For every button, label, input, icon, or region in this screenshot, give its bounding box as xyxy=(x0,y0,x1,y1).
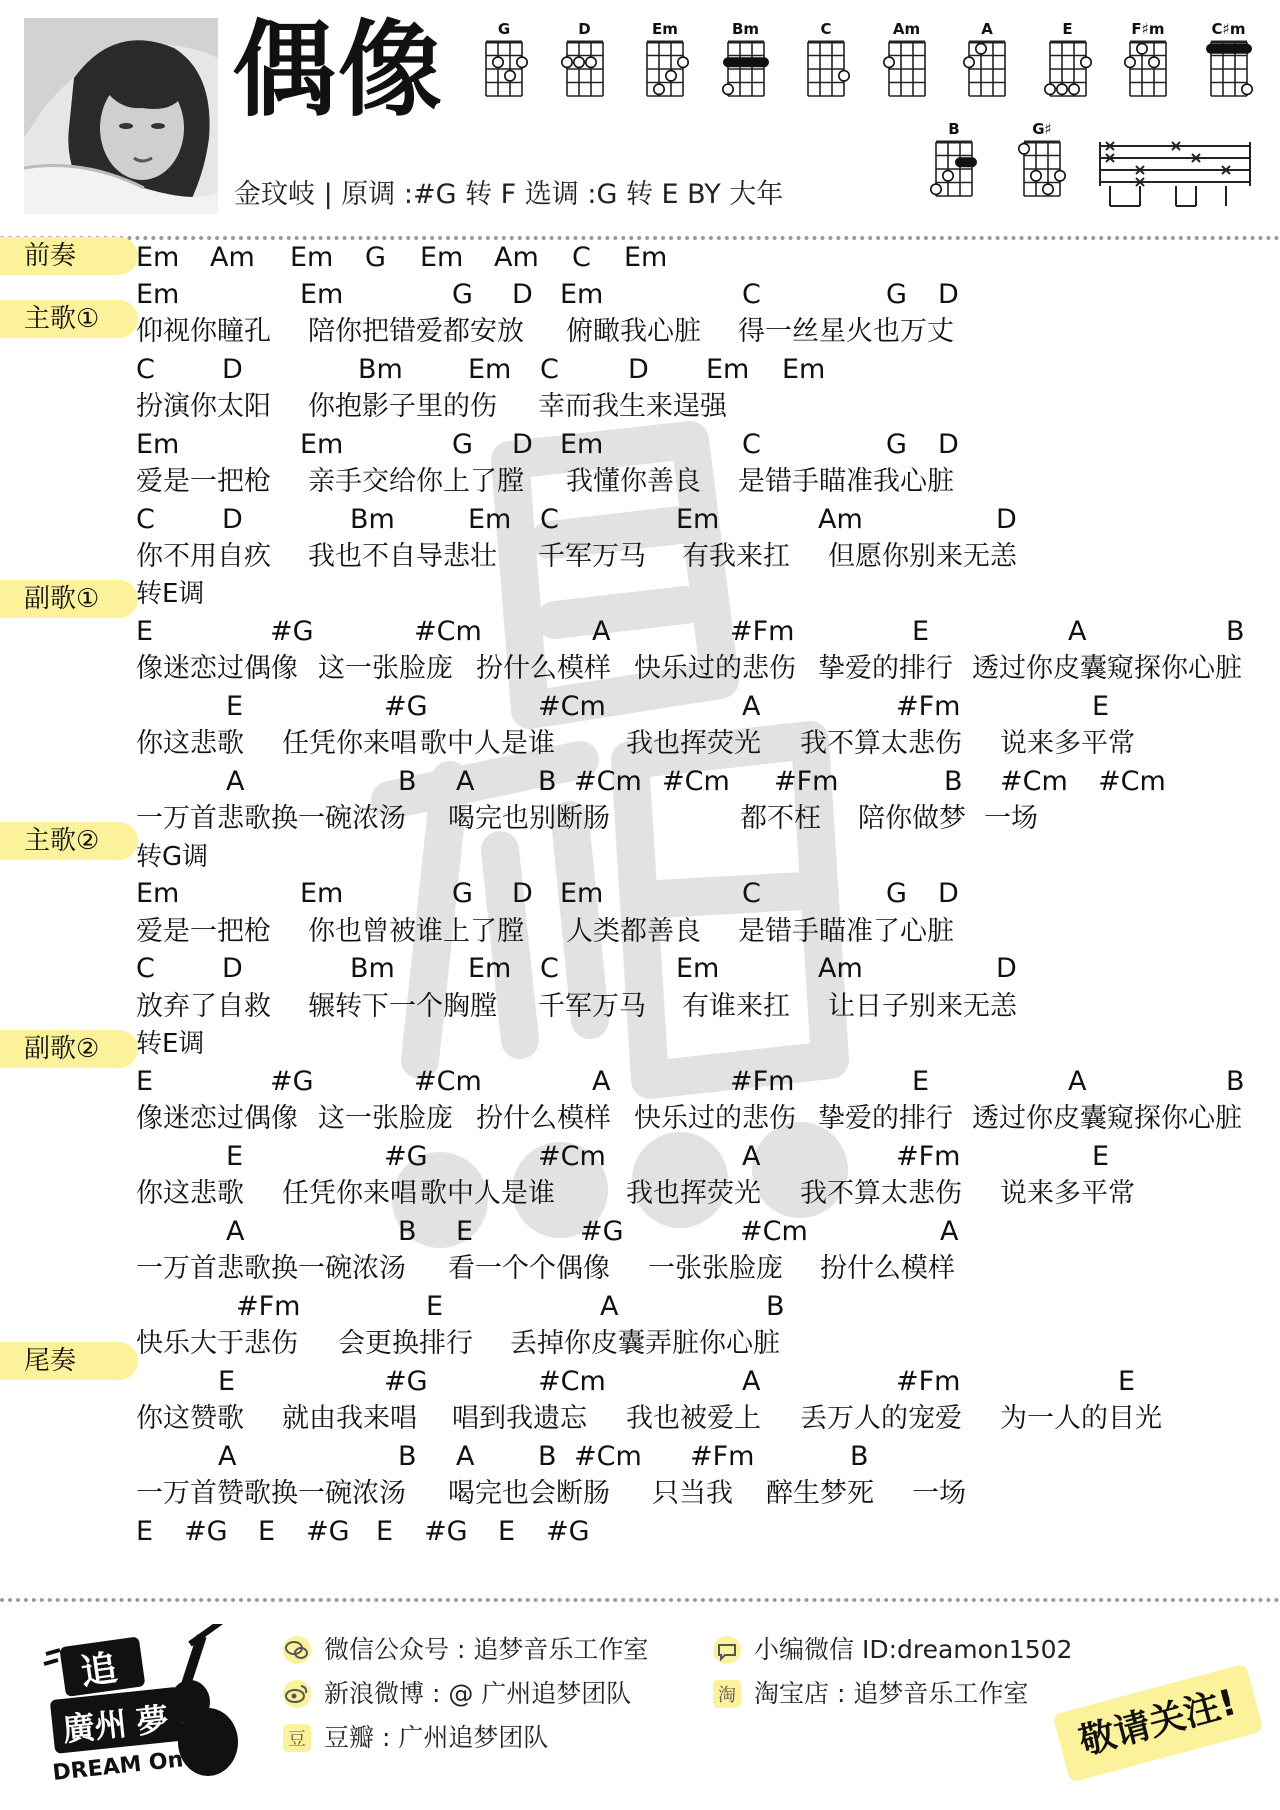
chord-diagram-name: E xyxy=(1062,20,1073,38)
lyric-phrase: 一万首赞歌换一碗浓汤 xyxy=(136,1478,406,1509)
lyric-phrase: 得一丝星火也万丈 xyxy=(738,316,954,347)
chord-symbol: E xyxy=(1092,1141,1110,1172)
lyric-phrase: 一场 xyxy=(912,1478,966,1509)
chord-symbol: Em xyxy=(468,953,512,984)
chord-symbol: D xyxy=(938,429,959,460)
lyric-phrase: 一万首悲歌换一碗浓汤 xyxy=(136,803,406,834)
lyric-phrase: 仰视你瞳孔 xyxy=(136,316,271,347)
chord-symbol: #Fm xyxy=(896,1366,961,1397)
chord-symbol: Em xyxy=(706,354,750,385)
chord-symbol: Em xyxy=(560,878,604,909)
song-meta: 金玟岐 | 原调 :#G 转 F 选调 :G 转 E BY 大年 xyxy=(234,179,784,210)
section-label-verse2: 主歌② xyxy=(0,818,150,864)
chord-symbol: G xyxy=(886,279,907,310)
chord-symbol: #Cm xyxy=(414,616,482,647)
lyric-phrase: 一场 xyxy=(984,803,1038,834)
lyric-phrase: 让日子别来无恙 xyxy=(828,991,1017,1022)
lyric-phrase: 看一个个偶像 xyxy=(448,1253,610,1284)
lyric-phrase: 你这赞歌 xyxy=(136,1403,244,1434)
chord-symbol: D xyxy=(222,504,243,535)
chord-symbol: #Cm xyxy=(574,1441,642,1472)
lyric-phrase: 我也被爱上 xyxy=(626,1403,761,1434)
chord-symbol: #Cm xyxy=(1098,766,1166,797)
lyric-row xyxy=(0,801,1280,837)
chord-symbol: E xyxy=(912,616,930,647)
lyric-phrase: 放弃了自救 xyxy=(136,991,271,1022)
chord-symbol: A xyxy=(218,1441,237,1472)
lyric-phrase: 丢万人的宠爱 xyxy=(800,1403,962,1434)
lyric-phrase: 一万首悲歌换一碗浓汤 xyxy=(136,1253,406,1284)
lyric-phrase: 爱是一把枪 xyxy=(136,916,271,947)
section-label-chorus2: 副歌② xyxy=(0,1026,150,1072)
lyric-phrase: 爱是一把枪 xyxy=(136,466,271,497)
lyric-phrase: 我也不自导悲壮 xyxy=(308,541,497,572)
lyric-phrase: 千军万马 xyxy=(538,541,646,572)
chord-symbol: E xyxy=(912,1066,930,1097)
chord-symbol: Em xyxy=(676,504,720,535)
chord-diagram-name: D xyxy=(578,20,591,38)
chord-symbol: E xyxy=(226,1141,244,1172)
lyric-phrase: 我不算太悲伤 xyxy=(800,1178,962,1209)
chord-symbol: C xyxy=(742,279,761,310)
chord-diagram-name: Bm xyxy=(731,20,760,38)
lyric-phrase: 辗转下一个胸膛 xyxy=(308,991,497,1022)
lyric-phrase: 像迷恋过偶像 xyxy=(136,653,298,684)
lyric-row xyxy=(0,464,1280,500)
chord-row xyxy=(0,1139,1280,1175)
lyric-phrase: 扮什么模样 xyxy=(476,1103,611,1134)
chord-row xyxy=(0,764,1280,800)
chord-diagram-3 xyxy=(716,20,776,100)
chord-symbol: G xyxy=(452,429,473,460)
chord-symbol: #Fm xyxy=(896,1141,961,1172)
footer: 追 廣州 夢 DREAM On 微信公众号 : 追梦音乐工作室 新浪微博 : @ 广州追梦团队 豆 豆瓣 : 广州追梦团队 小编微信 ID:dreamon1502 淘 淘宝店 : 追梦音乐工作室 敬请关注! xyxy=(0,1598,1280,1810)
lyric-phrase: 喝完也别断肠 xyxy=(448,803,610,834)
song-title: 偶像 xyxy=(232,8,445,131)
chord-symbol: C xyxy=(136,354,155,385)
chord-diagram-name: G♯ xyxy=(1032,120,1052,138)
chord-symbol: #G xyxy=(384,1366,428,1397)
lyric-phrase: 幸而我生来逞强 xyxy=(538,391,727,422)
chord-diagram-4 xyxy=(796,20,856,100)
lyric-row xyxy=(0,914,1280,950)
chord-symbol: C xyxy=(136,953,155,984)
lyric-phrase: 扮演你太阳 xyxy=(136,391,271,422)
lyric-phrase: 是错手瞄准我心脏 xyxy=(738,466,954,497)
chord-diagram-name: C♯m xyxy=(1211,20,1246,38)
chord-symbol: D xyxy=(938,878,959,909)
lyric-phrase: 会更换排行 xyxy=(338,1328,473,1359)
chord-symbol: A xyxy=(600,1291,619,1322)
lyric-phrase: 为一人的目光 xyxy=(1000,1403,1162,1434)
chord-row xyxy=(0,1064,1280,1100)
chord-symbol: #G xyxy=(184,1516,228,1547)
lyric-row xyxy=(0,726,1280,762)
chord-row xyxy=(0,240,1280,276)
chord-symbol: #G xyxy=(424,1516,468,1547)
lyric-phrase: 扮什么模样 xyxy=(476,653,611,684)
chord-symbol: G xyxy=(886,878,907,909)
chord-symbol: Em xyxy=(290,242,334,273)
chord-symbol: G xyxy=(886,429,907,460)
lyric-phrase: 透过你皮囊窥探你心脏 xyxy=(972,653,1242,684)
lyric-row xyxy=(0,1326,1280,1362)
lyric-phrase: 这一张脸庞 xyxy=(318,1103,453,1134)
chord-symbol: C xyxy=(572,242,591,273)
chord-symbol: #G xyxy=(270,1066,314,1097)
svg-text:淘: 淘 xyxy=(718,1685,736,1706)
chord-symbol: D xyxy=(512,878,533,909)
chord-symbol: B xyxy=(1226,616,1245,647)
chord-row xyxy=(0,1514,1280,1550)
lyric-phrase: 但愿你别来无恙 xyxy=(828,541,1017,572)
chord-diagram-1 xyxy=(555,20,615,100)
lyric-phrase: 我也挥荧光 xyxy=(626,728,761,759)
chord-symbol: D xyxy=(222,953,243,984)
lyric-phrase: 你这悲歌 xyxy=(136,1178,244,1209)
chord-symbol: Em xyxy=(136,878,180,909)
lyric-row xyxy=(0,1176,1280,1212)
chord-symbol: C xyxy=(136,504,155,535)
chord-symbol: A xyxy=(226,766,245,797)
lyric-phrase: 有谁来扛 xyxy=(682,991,790,1022)
chord-diagram-8 xyxy=(1118,20,1178,100)
chord-symbol: #Fm xyxy=(896,691,961,722)
lyric-phrase: 透过你皮囊窥探你心脏 xyxy=(972,1103,1242,1134)
chord-row xyxy=(0,427,1280,463)
chord-symbol: D xyxy=(512,279,533,310)
chord-row xyxy=(0,689,1280,725)
chord-symbol: A xyxy=(592,1066,611,1097)
chord-symbol: C xyxy=(540,953,559,984)
lyric-phrase: 我不算太悲伤 xyxy=(800,728,962,759)
chord-diagram-9 xyxy=(1199,20,1259,100)
chord-symbol: Em xyxy=(420,242,464,273)
chord-symbol: #Cm xyxy=(1000,766,1068,797)
chord-diagram-name: B xyxy=(948,120,960,138)
chord-diagram-2 xyxy=(635,20,695,100)
lyric-row xyxy=(0,1101,1280,1137)
chord-diagram-10 xyxy=(924,120,984,200)
chord-symbol: Em xyxy=(782,354,826,385)
chord-symbol: Em xyxy=(560,279,604,310)
chord-symbol: D xyxy=(512,429,533,460)
chord-symbol: Am xyxy=(818,953,863,984)
lyric-phrase: 千军万马 xyxy=(538,991,646,1022)
key-change-note xyxy=(0,1026,1280,1062)
chord-symbol: D xyxy=(996,504,1017,535)
lyric-phrase: 这一张脸庞 xyxy=(318,653,453,684)
chord-symbol: Em xyxy=(676,953,720,984)
section-label-intro: 前奏 xyxy=(0,233,150,279)
chord-symbol: E xyxy=(376,1516,394,1547)
chord-symbol: E xyxy=(456,1216,474,1247)
chord-diagram-name: G xyxy=(497,20,511,38)
chord-symbol: A xyxy=(592,616,611,647)
lyric-phrase: 你不用自疚 xyxy=(136,541,271,572)
section-label-outro: 尾奏 xyxy=(0,1338,150,1384)
chord-symbol: E xyxy=(498,1516,516,1547)
lyric-row xyxy=(0,1476,1280,1512)
chord-symbol: E xyxy=(136,616,154,647)
chord-symbol: Bm xyxy=(358,354,403,385)
lyric-phrase: 你这悲歌 xyxy=(136,728,244,759)
chord-symbol: E xyxy=(426,1291,444,1322)
chord-symbol: Bm xyxy=(350,504,395,535)
chord-symbol: A xyxy=(456,766,475,797)
chord-symbol: B xyxy=(850,1441,869,1472)
chord-symbol: C xyxy=(742,878,761,909)
chord-row xyxy=(0,1364,1280,1400)
chord-symbol: G xyxy=(365,242,386,273)
chord-symbol: D xyxy=(996,953,1017,984)
lyric-phrase: 扮什么模样 xyxy=(820,1253,955,1284)
chord-symbol: A xyxy=(742,1141,761,1172)
lyric-phrase: 歌中人是谁 xyxy=(420,728,555,759)
chord-symbol: Em xyxy=(136,279,180,310)
song-sheet xyxy=(0,241,1280,1590)
svg-text:豆: 豆 xyxy=(288,1729,306,1750)
svg-text:DREAM On: DREAM On xyxy=(51,1747,185,1784)
lyric-phrase: 歌中人是谁 xyxy=(420,1178,555,1209)
header xyxy=(0,0,1280,232)
chord-diagram-name: Am xyxy=(892,20,921,38)
chord-symbol: Em xyxy=(300,878,344,909)
lyric-phrase: 快乐大于悲伤 xyxy=(136,1328,298,1359)
lyric-phrase: 都不枉 xyxy=(740,803,821,834)
chord-symbol: B xyxy=(766,1291,785,1322)
lyric-phrase: 只当我 xyxy=(652,1478,733,1509)
chord-symbol: E xyxy=(1118,1366,1136,1397)
chord-symbol: Em xyxy=(136,242,180,273)
chord-diagram-name: C xyxy=(820,20,832,38)
chord-symbol: Em xyxy=(136,429,180,460)
strum-pattern xyxy=(1098,138,1252,214)
chord-row xyxy=(0,1439,1280,1475)
chord-symbol: C xyxy=(742,429,761,460)
chord-symbol: E xyxy=(1092,691,1110,722)
chord-symbol: Am xyxy=(818,504,863,535)
lyric-phrase: 陪你做梦 xyxy=(858,803,966,834)
chord-symbol: D xyxy=(628,354,649,385)
douban-icon xyxy=(282,1723,312,1753)
lyric-row xyxy=(0,539,1280,575)
lyric-phrase: 陪你把错爱都安放 xyxy=(308,316,524,347)
chord-diagram-6 xyxy=(957,20,1017,100)
chord-symbol: E xyxy=(136,1516,154,1547)
chord-symbol: #Cm xyxy=(740,1216,808,1247)
chord-row xyxy=(0,614,1280,650)
chord-symbol: E xyxy=(226,691,244,722)
chord-symbol: #G xyxy=(306,1516,350,1547)
chord-symbol: A xyxy=(1068,616,1087,647)
chat-icon xyxy=(712,1635,742,1665)
chord-symbol: #G xyxy=(384,691,428,722)
chord-row xyxy=(0,502,1280,538)
chord-symbol: #Fm xyxy=(774,766,839,797)
chord-symbol: #G xyxy=(546,1516,590,1547)
svg-text:廣州: 廣州 xyxy=(60,1704,129,1749)
chord-symbol: #Cm xyxy=(538,1366,606,1397)
chord-diagram-5 xyxy=(877,20,937,100)
lyric-phrase: 我懂你善良 xyxy=(566,466,701,497)
lyric-phrase: 说来多平常 xyxy=(1000,1178,1135,1209)
chord-symbol: #G xyxy=(384,1141,428,1172)
lyric-phrase: 你抱影子里的伤 xyxy=(308,391,497,422)
chord-symbol: #Fm xyxy=(690,1441,755,1472)
wechat-icon xyxy=(282,1635,312,1665)
lyric-phrase: 丢掉你皮囊弄脏你心脏 xyxy=(510,1328,780,1359)
weibo-icon xyxy=(282,1679,312,1709)
chord-symbol: B xyxy=(538,766,557,797)
chord-symbol: #G xyxy=(580,1216,624,1247)
chord-symbol: #Cm xyxy=(538,1141,606,1172)
chord-symbol: B xyxy=(398,1441,417,1472)
chord-symbol: A xyxy=(742,691,761,722)
chord-symbol: C xyxy=(540,504,559,535)
chord-symbol: #Fm xyxy=(730,1066,795,1097)
lyric-phrase: 是错手瞄准了心脏 xyxy=(738,916,954,947)
chord-symbol: Em xyxy=(624,242,668,273)
lyric-phrase: 挚爱的排行 xyxy=(818,653,953,684)
chord-symbol: Em xyxy=(560,429,604,460)
chord-symbol: #G xyxy=(270,616,314,647)
chord-symbol: Em xyxy=(300,279,344,310)
chord-symbol: #Cm xyxy=(538,691,606,722)
lyric-phrase: 喝完也会断肠 xyxy=(448,1478,610,1509)
section-label-verse1: 主歌① xyxy=(0,296,150,342)
chord-symbol: #Fm xyxy=(236,1291,301,1322)
lyric-phrase: 醉生梦死 xyxy=(766,1478,874,1509)
chord-symbol: A xyxy=(456,1441,475,1472)
chord-symbol: Bm xyxy=(350,953,395,984)
lyric-phrase: 说来多平常 xyxy=(1000,728,1135,759)
chord-diagram-0 xyxy=(474,20,534,100)
chord-symbol: B xyxy=(1226,1066,1245,1097)
chord-symbol: B xyxy=(538,1441,557,1472)
chord-row xyxy=(0,1289,1280,1325)
chord-symbol: Em xyxy=(468,504,512,535)
taobao-icon xyxy=(712,1679,742,1709)
section-label-chorus1: 副歌① xyxy=(0,576,150,622)
chord-symbol: B xyxy=(398,766,417,797)
lyric-phrase: 任凭你来唱 xyxy=(282,1178,417,1209)
chord-symbol: Am xyxy=(210,242,255,273)
svg-text:追: 追 xyxy=(78,1647,120,1694)
chord-row xyxy=(0,352,1280,388)
chord-symbol: #Fm xyxy=(730,616,795,647)
artist-photo xyxy=(24,18,218,214)
chord-symbol: #Cm xyxy=(662,766,730,797)
chord-symbol: A xyxy=(940,1216,959,1247)
chord-symbol: E xyxy=(218,1366,236,1397)
lyric-phrase: 亲手交给你上了膛 xyxy=(308,466,524,497)
chord-symbol: #Cm xyxy=(414,1066,482,1097)
chord-symbol: D xyxy=(938,279,959,310)
chord-symbol: Em xyxy=(300,429,344,460)
chord-symbol: E xyxy=(136,1066,154,1097)
chord-symbol: C xyxy=(540,354,559,385)
key-change-text: 转E调 xyxy=(136,1029,205,1059)
chord-row xyxy=(0,951,1280,987)
chord-symbol: Em xyxy=(468,354,512,385)
lyric-row xyxy=(0,989,1280,1025)
chord-symbol: G xyxy=(452,279,473,310)
chord-symbol: D xyxy=(222,354,243,385)
lyric-phrase: 一张张脸庞 xyxy=(648,1253,783,1284)
lyric-row xyxy=(0,1251,1280,1287)
lyric-phrase: 挚爱的排行 xyxy=(818,1103,953,1134)
chord-diagram-name: Em xyxy=(652,20,678,38)
chord-symbol: #Cm xyxy=(574,766,642,797)
lyric-phrase: 有我来扛 xyxy=(682,541,790,572)
lyric-row xyxy=(0,389,1280,425)
svg-text:夢: 夢 xyxy=(134,1700,171,1742)
lyric-phrase: 你也曾被谁上了膛 xyxy=(308,916,524,947)
lyric-phrase: 人类都善良 xyxy=(566,916,701,947)
chord-row xyxy=(0,876,1280,912)
chord-symbol: E xyxy=(258,1516,276,1547)
chord-symbol: A xyxy=(742,1366,761,1397)
lyric-phrase: 就由我来唱 xyxy=(282,1403,417,1434)
key-change-text: 转E调 xyxy=(136,579,205,609)
chord-diagram-name: F♯m xyxy=(1131,20,1165,38)
lyric-phrase: 俯瞰我心脏 xyxy=(566,316,701,347)
lyric-phrase: 任凭你来唱 xyxy=(282,728,417,759)
lyric-phrase: 像迷恋过偶像 xyxy=(136,1103,298,1134)
lyric-phrase: 我也挥荧光 xyxy=(626,1178,761,1209)
chord-row xyxy=(0,277,1280,313)
chord-diagram-name: A xyxy=(981,20,993,38)
chord-symbol: Am xyxy=(494,242,539,273)
key-change-note xyxy=(0,576,1280,612)
chord-symbol: G xyxy=(452,878,473,909)
lyric-row xyxy=(0,651,1280,687)
lyric-phrase: 唱到我遗忘 xyxy=(452,1403,587,1434)
dream-on-logo xyxy=(40,1624,250,1784)
follow-badge: 敬请关注! xyxy=(1052,1663,1263,1782)
chord-symbol: A xyxy=(226,1216,245,1247)
key-change-text: 转G调 xyxy=(136,842,209,872)
lyric-row xyxy=(0,1401,1280,1437)
lyric-phrase: 快乐过的悲伤 xyxy=(634,1103,796,1134)
chord-symbol: B xyxy=(398,1216,417,1247)
lyric-row xyxy=(0,314,1280,350)
chord-diagram-11 xyxy=(1012,120,1072,200)
lyric-phrase: 快乐过的悲伤 xyxy=(634,653,796,684)
chord-diagram-7 xyxy=(1038,20,1098,100)
chord-row xyxy=(0,1214,1280,1250)
chord-symbol: B xyxy=(944,766,963,797)
chord-symbol: A xyxy=(1068,1066,1087,1097)
key-change-note xyxy=(0,839,1280,875)
